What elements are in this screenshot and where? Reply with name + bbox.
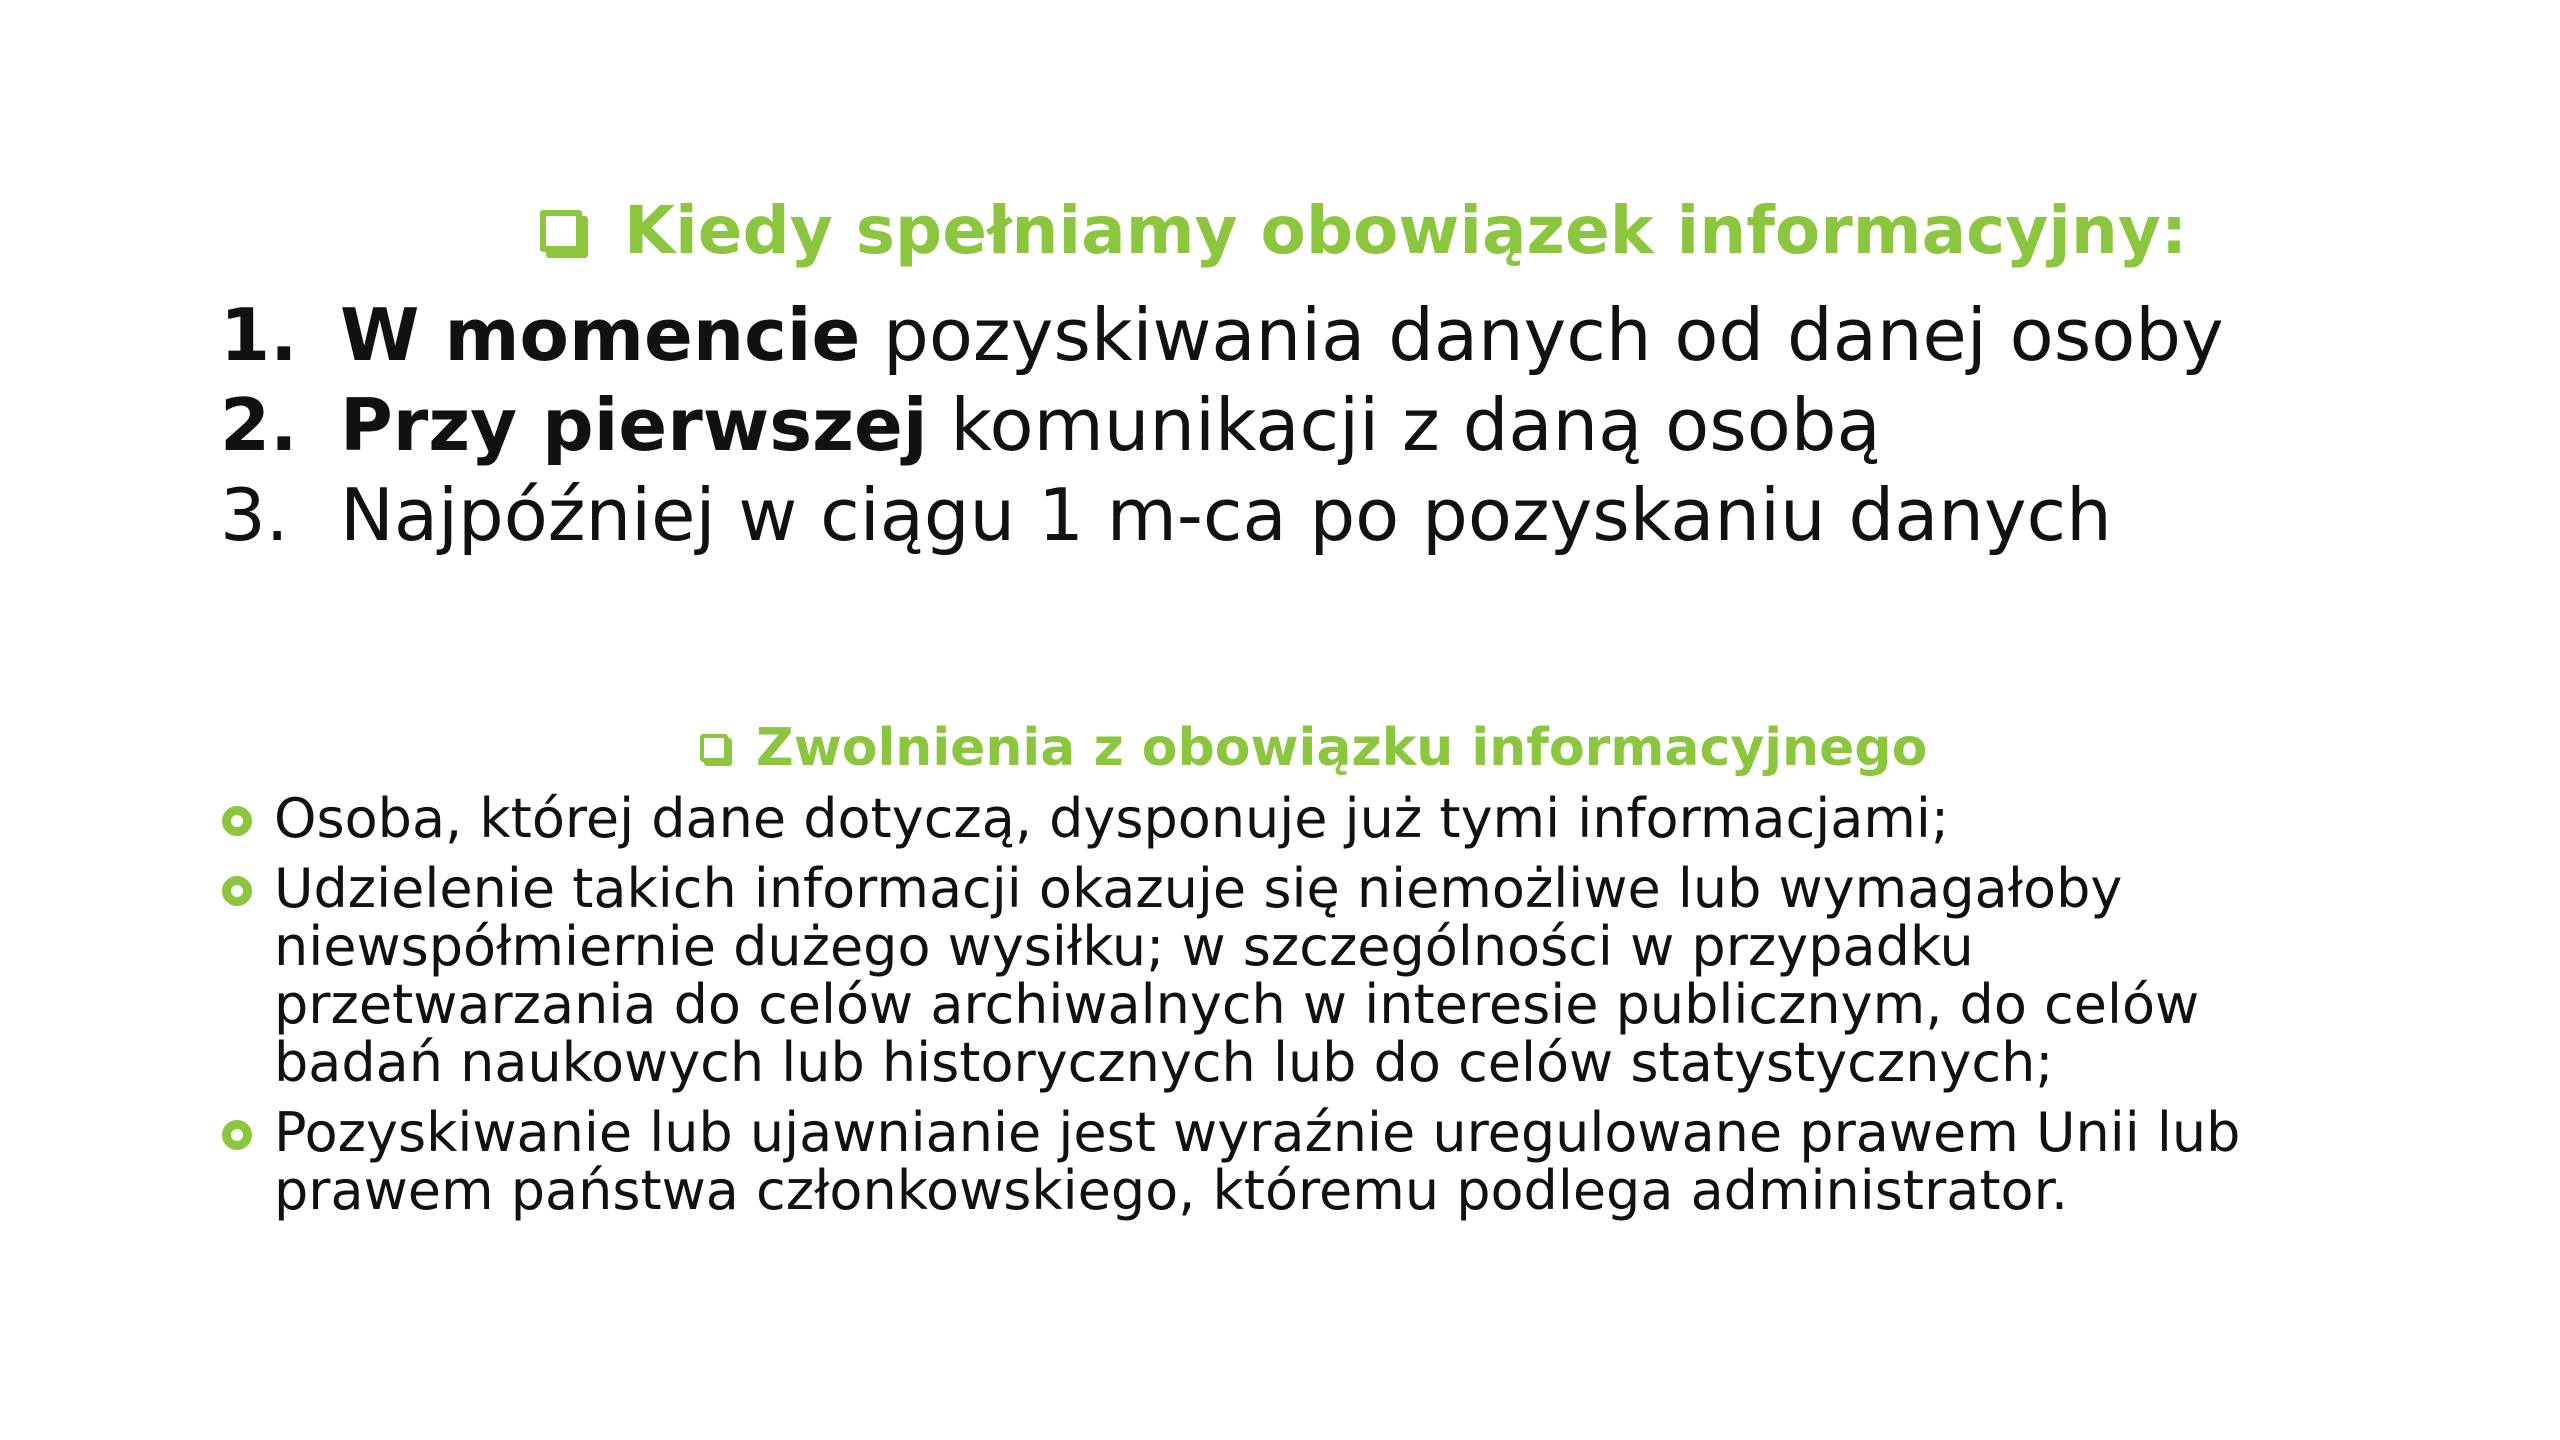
item-number: 1. [220, 293, 298, 377]
item-number: 2. [220, 383, 298, 467]
bullet-text: Udzielenie takich informacji okazuje się niemożliwe lub wymagałoby niewspółmiernie dużego wysiłku; w szczególności w przypadku przetwarzania do celów archiwalnych w interesie publicznym, do celów badań naukowych lub historycznych lub do celów statystycznych; [274, 857, 2200, 1094]
section-heading-exemptions-text: Zwolnienia z obowiązku informacyjnego [756, 718, 1928, 778]
section-heading-when-text: Kiedy spełniamy obowiązek informacyjny: [624, 192, 2188, 269]
numbered-list [220, 290, 2224, 560]
bullet-list [222, 787, 2372, 1232]
checkbox-icon [700, 734, 728, 762]
item-bold-text: Przy pierwszej [340, 383, 928, 467]
item-text: Najpóźniej w ciągu 1 m-ca po pozyskaniu danych [340, 473, 2112, 557]
section-heading-exemptions [700, 718, 1928, 778]
list-item [220, 290, 2224, 380]
item-text: pozyskiwania danych od danej osoby [860, 293, 2224, 377]
item-bold-text: W momencie [340, 293, 861, 377]
list-item [222, 787, 2372, 850]
checkbox-icon [540, 210, 582, 252]
list-item [220, 380, 2224, 470]
list-item [222, 857, 2372, 1094]
list-item [220, 470, 2224, 560]
ring-bullet-icon [222, 1120, 252, 1150]
item-number: 3. [220, 473, 289, 557]
list-item [222, 1101, 2372, 1222]
bullet-text: Pozyskiwanie lub ujawnianie jest wyraźnie uregulowane prawem Unii lub prawem państwa członkowskiego, któremu podlega administrator. [274, 1101, 2241, 1222]
ring-bullet-icon [222, 876, 252, 906]
section-heading-when [540, 192, 2188, 269]
item-text: komunikacji z daną osobą [927, 383, 1881, 467]
bullet-text: Osoba, której dane dotyczą, dysponuje już tymi informacjami; [274, 787, 1950, 850]
ring-bullet-icon [222, 806, 252, 836]
